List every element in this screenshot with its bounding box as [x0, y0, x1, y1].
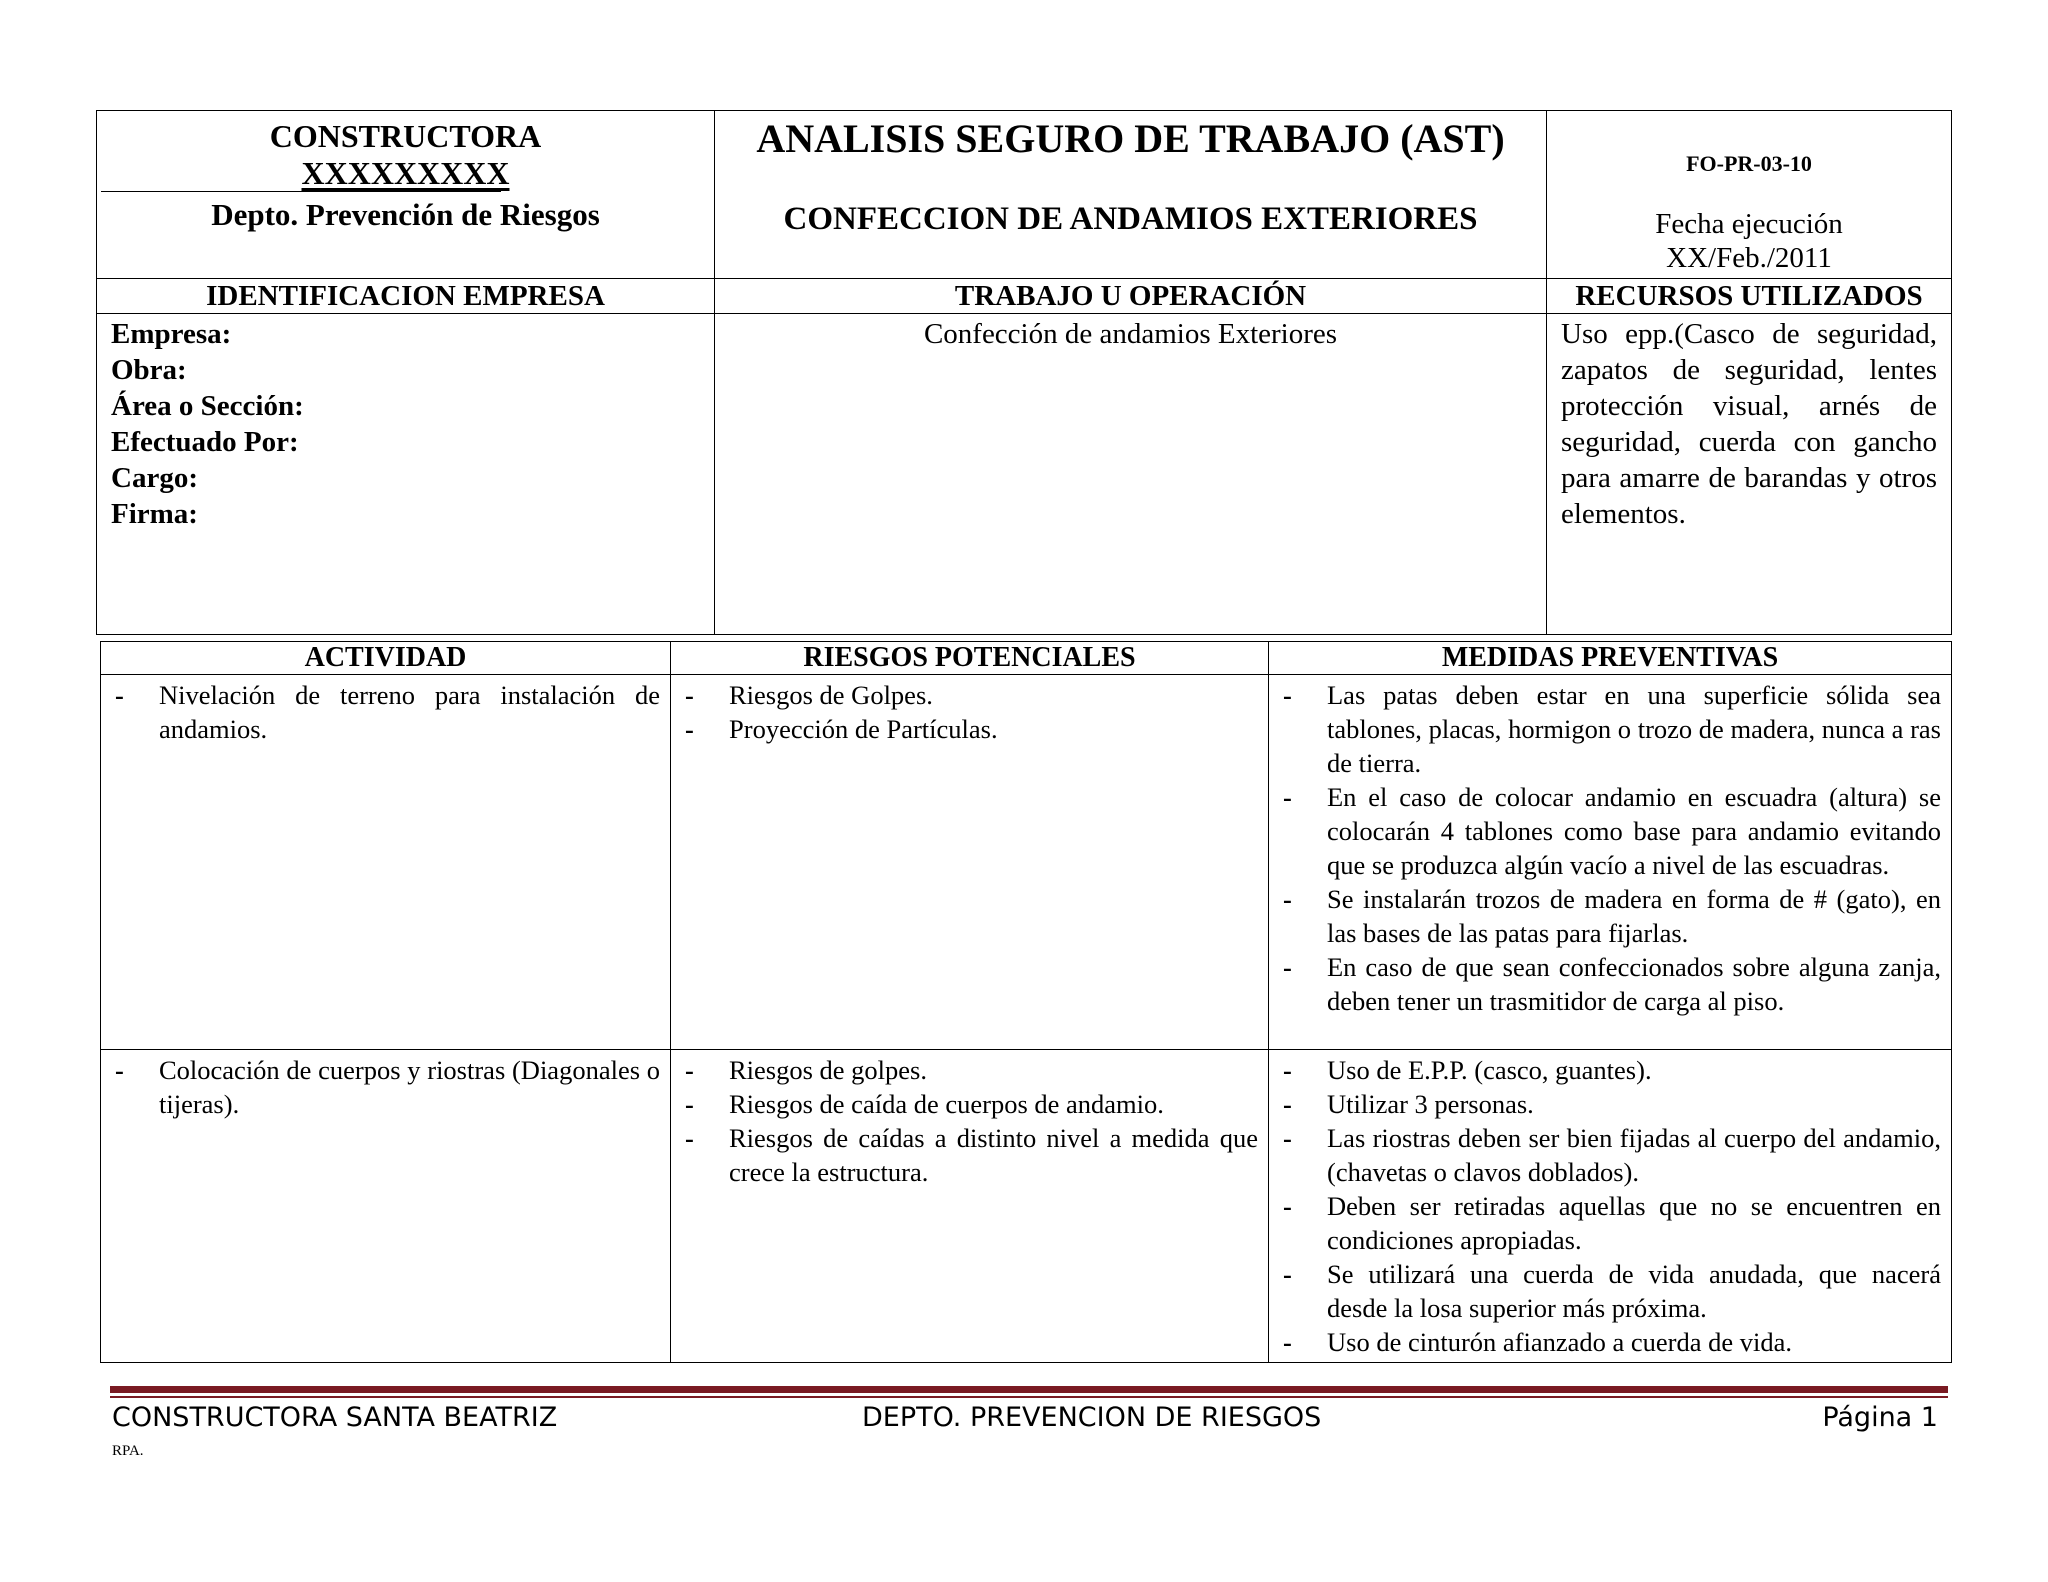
- measure-item: - Uso de E.P.P. (casco, guantes).: [1279, 1053, 1941, 1087]
- title-block: [715, 111, 1547, 279]
- page-number: Página 1: [1822, 1402, 1938, 1433]
- table-row: [101, 675, 1952, 1050]
- form-code: FO-PR-03-10: [1686, 151, 1812, 176]
- col-head-resources: RECURSOS UTILIZADOS: [1547, 279, 1952, 314]
- col-head-measures: MEDIDAS PREVENTIVAS: [1269, 642, 1952, 675]
- company-block: [97, 111, 715, 279]
- risks-cell: [671, 1050, 1269, 1363]
- header-table: [96, 110, 1952, 635]
- form-info-block: [1547, 111, 1952, 279]
- risk-item: - Riesgos de caídas a distinto nivel a medida que crece la estructura.: [681, 1121, 1258, 1189]
- risk-item: - Riesgos de Golpes.: [681, 678, 1258, 712]
- measure-item: - En caso de que sean confeccionados sobre alguna zanja, deben tener un trasmitidor de carga al piso.: [1279, 950, 1941, 1018]
- measure-item: - Las patas deben estar en una superficie sólida sea tablones, placas, hormigon o trozo de madera, nunca a ras de tierra.: [1279, 678, 1941, 780]
- footer-company: CONSTRUCTORA SANTA BEATRIZ: [112, 1402, 558, 1433]
- activity-item: - Colocación de cuerpos y riostras (Diagonales o tijeras).: [111, 1053, 660, 1121]
- operation-value: Confección de andamios Exteriores: [715, 314, 1547, 635]
- activity-item: - Nivelación de terreno para instalación de andamios.: [111, 678, 660, 746]
- col-head-activity: ACTIVIDAD: [101, 642, 671, 675]
- resources-value: Uso epp.(Casco de seguridad, zapatos de seguridad, lentes protección visual, arnés de seguridad, cuerda con gancho para amarre de barandas y otros elementos.: [1547, 314, 1952, 635]
- measures-cell: [1269, 1050, 1952, 1363]
- risk-item: - Proyección de Partículas.: [681, 712, 1258, 746]
- field-obra: Obra:: [111, 354, 187, 386]
- measure-item: - Uso de cinturón afianzado a cuerda de vida.: [1279, 1325, 1941, 1359]
- risk-item: - Riesgos de golpes.: [681, 1053, 1258, 1087]
- activities-table: [100, 641, 1952, 1363]
- field-area: Área o Sección:: [111, 390, 304, 422]
- company-code-line: [97, 155, 714, 195]
- document-title: ANALISIS SEGURO DE TRABAJO (AST): [756, 116, 1505, 161]
- activity-cell: [101, 1050, 671, 1363]
- document-subtitle: CONFECCION DE ANDAMIOS EXTERIORES: [783, 201, 1478, 237]
- table-row: [101, 1050, 1952, 1363]
- measure-item: - Utilizar 3 personas.: [1279, 1087, 1941, 1121]
- footer-initials: RPA.: [112, 1443, 144, 1459]
- measures-cell: [1269, 675, 1952, 1050]
- field-empresa: Empresa:: [111, 318, 232, 350]
- date-value: XX/Feb./2011: [1666, 242, 1832, 274]
- date-label: Fecha ejecución: [1655, 208, 1843, 240]
- footer-rule-thick: [110, 1386, 1948, 1393]
- field-cargo: Cargo:: [111, 462, 198, 494]
- measure-item: - Se utilizará una cuerda de vida anudada, que nacerá desde la losa superior más próxima.: [1279, 1257, 1941, 1325]
- company-name: CONSTRUCTORA: [269, 118, 542, 154]
- measure-item: - Deben ser retiradas aquellas que no se encuentren en condiciones apropiadas.: [1279, 1189, 1941, 1257]
- risks-cell: [671, 675, 1269, 1050]
- field-firma: Firma:: [111, 498, 198, 530]
- footer-rule-thin: [110, 1396, 1948, 1398]
- footer-department: DEPTO. PREVENCION DE RIESGOS: [862, 1402, 1322, 1433]
- measure-item: - En el caso de colocar andamio en escuadra (altura) se colocarán 4 tablones como base para andamio evitando que se produzca algún vacío a nivel de las escuadras.: [1279, 780, 1941, 882]
- col-head-company: IDENTIFICACION EMPRESA: [97, 279, 715, 314]
- col-head-risks: RIESGOS POTENCIALES: [671, 642, 1269, 675]
- risk-item: - Riesgos de caída de cuerpos de andamio.: [681, 1087, 1258, 1121]
- department-name: Depto. Prevención de Riesgos: [211, 197, 600, 232]
- field-efectuado: Efectuado Por:: [111, 426, 299, 458]
- identification-fields: [97, 314, 715, 635]
- measure-item: - Las riostras deben ser bien fijadas al cuerpo del andamio, (chavetas o clavos doblados).: [1279, 1121, 1941, 1189]
- col-head-operation: TRABAJO U OPERACIÓN: [715, 279, 1547, 314]
- activity-cell: [101, 675, 671, 1050]
- measure-item: - Se instalarán trozos de madera en forma de # (gato), en las bases de las patas para fijarlas.: [1279, 882, 1941, 950]
- company-code: XXXXXXXXX: [301, 155, 510, 191]
